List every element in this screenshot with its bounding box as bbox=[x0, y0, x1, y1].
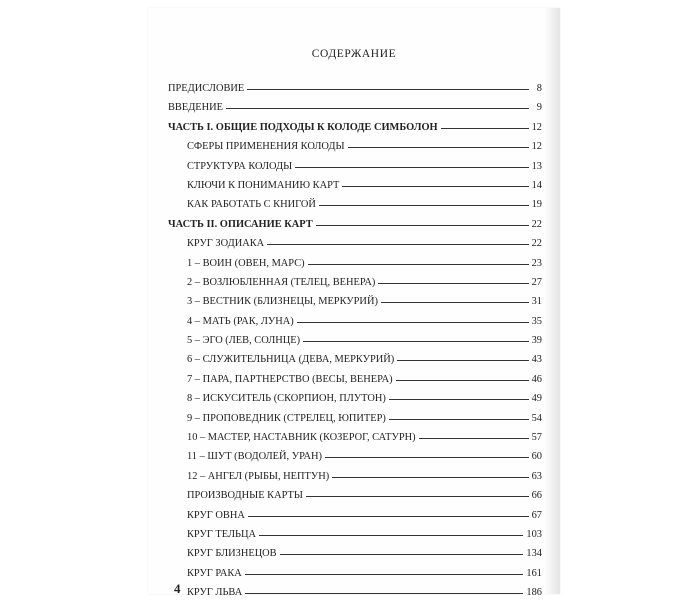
toc-leader-line bbox=[248, 516, 529, 517]
toc-entry bbox=[168, 471, 542, 490]
toc-leader-line bbox=[316, 225, 529, 226]
toc-entry-page: 31 bbox=[531, 296, 542, 308]
toc-leader-line bbox=[389, 399, 529, 400]
toc-entry bbox=[168, 141, 542, 160]
toc-entry bbox=[168, 354, 542, 373]
toc-entry-label: 12 – АНГЕЛ (РЫБЫ, НЕПТУН) bbox=[187, 470, 330, 482]
toc-entry-label: 5 – ЭГО (ЛЕВ, СОЛНЦЕ) bbox=[187, 335, 301, 347]
toc-entry-label: ПРЕДИСЛОВИЕ bbox=[168, 83, 245, 94]
table-of-contents bbox=[168, 83, 542, 600]
toc-leader-line bbox=[319, 205, 529, 206]
toc-entry-label: 1 – ВОИН (ОВЕН, МАРС) bbox=[187, 257, 305, 269]
toc-entry bbox=[168, 296, 542, 315]
toc-entry-label: КРУГ ЛЬВА bbox=[187, 587, 243, 599]
toc-entry bbox=[168, 180, 542, 199]
toc-leader-line bbox=[245, 593, 523, 594]
toc-entry bbox=[168, 277, 542, 296]
toc-entry-label: 2 – ВОЗЛЮБЛЕННАЯ (ТЕЛЕЦ, ВЕНЕРА) bbox=[187, 276, 376, 288]
toc-entry-page: 103 bbox=[526, 528, 542, 540]
toc-entry-label: КРУГ РАКА bbox=[187, 567, 242, 579]
toc-entry bbox=[168, 432, 542, 451]
toc-entry-page: 46 bbox=[531, 373, 542, 385]
toc-entry-label: ВВЕДЕНИЕ bbox=[168, 102, 223, 114]
toc-entry bbox=[168, 393, 542, 412]
toc-entry-page: 27 bbox=[531, 276, 542, 288]
toc-leader-line bbox=[378, 283, 528, 284]
toc-entry-page: 14 bbox=[531, 179, 542, 191]
toc-entry bbox=[168, 335, 542, 354]
toc-leader-line bbox=[267, 244, 528, 245]
toc-entry-page: 8 bbox=[536, 83, 542, 94]
toc-entry bbox=[168, 219, 542, 238]
toc-entry-label: КРУГ ЗОДИАКА bbox=[187, 238, 265, 250]
toc-entry-page: 23 bbox=[531, 257, 542, 269]
toc-entry bbox=[168, 529, 542, 548]
toc-entry-label: КРУГ ОВНА bbox=[187, 509, 245, 521]
toc-entry-label: ЧАСТЬ II. ОПИСАНИЕ КАРТ bbox=[168, 218, 313, 230]
toc-leader-line bbox=[259, 535, 523, 536]
toc-entry-page: 35 bbox=[531, 315, 542, 327]
toc-leader-line bbox=[297, 322, 529, 323]
toc-entry bbox=[168, 568, 542, 587]
toc-entry bbox=[168, 161, 542, 180]
toc-leader-line bbox=[308, 264, 529, 265]
toc-entry-page: 12 bbox=[531, 121, 542, 133]
toc-entry-label: КЛЮЧИ К ПОНИМАНИЮ КАРТ bbox=[187, 179, 340, 191]
toc-title: СОДЕРЖАНИЕ bbox=[311, 48, 397, 60]
page-number: 4 bbox=[174, 581, 181, 596]
toc-entry-page: 161 bbox=[526, 567, 542, 579]
toc-entry-page: 134 bbox=[526, 548, 542, 560]
toc-entry bbox=[168, 510, 542, 529]
toc-entry-label: 4 – МАТЬ (РАК, ЛУНА) bbox=[187, 315, 294, 327]
toc-leader-line bbox=[397, 360, 528, 361]
toc-leader-line bbox=[280, 554, 524, 555]
toc-entry-page: 9 bbox=[536, 102, 542, 114]
toc-entry-label: 10 – МАСТЕР, НАСТАВНИК (КОЗЕРОГ, САТУРН) bbox=[187, 432, 416, 444]
toc-leader-line bbox=[381, 302, 529, 303]
toc-entry-page: 57 bbox=[531, 432, 542, 444]
toc-entry-label: КАК РАБОТАТЬ С КНИГОЙ bbox=[187, 199, 316, 211]
toc-entry-label: 8 – ИСКУСИТЕЛЬ (СКОРПИОН, ПЛУТОН) bbox=[187, 393, 386, 405]
toc-entry-page: 13 bbox=[531, 160, 542, 172]
toc-leader-line bbox=[306, 496, 529, 497]
toc-entry-label: ЧАСТЬ I. ОБЩИЕ ПОДХОДЫ К КОЛОДЕ СИМБОЛОН bbox=[168, 121, 438, 133]
toc-leader-line bbox=[303, 341, 529, 342]
toc-entry-page: 54 bbox=[531, 412, 542, 424]
toc-leader-line bbox=[325, 457, 529, 458]
toc-entry-page: 12 bbox=[531, 141, 542, 153]
toc-entry-page: 63 bbox=[531, 470, 542, 482]
toc-entry-page: 49 bbox=[531, 393, 542, 405]
toc-entry-label: ПРОИЗВОДНЫЕ КАРТЫ bbox=[187, 490, 303, 502]
toc-entry-page: 19 bbox=[531, 199, 542, 211]
toc-entry-label: КРУГ ТЕЛЬЦА bbox=[187, 528, 256, 540]
toc-leader-line bbox=[389, 419, 529, 420]
toc-entry-label: 11 – ШУТ (ВОДОЛЕЙ, УРАН) bbox=[187, 451, 322, 463]
book-page bbox=[148, 8, 560, 599]
toc-leader-line bbox=[396, 380, 529, 381]
toc-entry-page: 43 bbox=[531, 354, 542, 366]
page-spine-shadow bbox=[544, 8, 560, 594]
toc-leader-line bbox=[295, 167, 528, 168]
toc-leader-line bbox=[245, 574, 524, 575]
toc-entry-page: 39 bbox=[531, 335, 542, 347]
toc-leader-line bbox=[226, 108, 529, 109]
toc-entry bbox=[168, 102, 542, 121]
toc-entry bbox=[168, 587, 542, 600]
toc-entry-label: 3 – ВЕСТНИК (БЛИЗНЕЦЫ, МЕРКУРИЙ) bbox=[187, 296, 378, 308]
toc-entry-page: 60 bbox=[531, 451, 542, 463]
toc-entry bbox=[168, 548, 542, 567]
toc-entry bbox=[168, 238, 542, 257]
toc-leader-line bbox=[419, 438, 529, 439]
toc-entry-page: 66 bbox=[531, 490, 542, 502]
toc-entry bbox=[168, 83, 542, 102]
toc-entry-label: СТРУКТУРА КОЛОДЫ bbox=[187, 160, 293, 172]
toc-leader-line bbox=[348, 147, 529, 148]
toc-entry bbox=[168, 316, 542, 335]
toc-leader-line bbox=[332, 477, 528, 478]
toc-entry-label: 6 – СЛУЖИТЕЛЬНИЦА (ДЕВА, МЕРКУРИЙ) bbox=[187, 354, 395, 366]
toc-entry-page: 22 bbox=[531, 238, 542, 250]
toc-leader-line bbox=[342, 186, 528, 187]
toc-leader-line bbox=[247, 89, 529, 90]
toc-entry bbox=[168, 490, 542, 509]
toc-entry bbox=[168, 451, 542, 470]
toc-entry-label: СФЕРЫ ПРИМЕНЕНИЯ КОЛОДЫ bbox=[187, 141, 345, 153]
toc-entry bbox=[168, 199, 542, 218]
toc-entry bbox=[168, 413, 542, 432]
toc-entry-page: 22 bbox=[531, 218, 542, 230]
toc-entry bbox=[168, 258, 542, 277]
toc-entry-label: КРУГ БЛИЗНЕЦОВ bbox=[187, 548, 277, 560]
toc-entry-label: 9 – ПРОПОВЕДНИК (СТРЕЛЕЦ, ЮПИТЕР) bbox=[187, 412, 386, 424]
toc-entry bbox=[168, 374, 542, 393]
toc-leader-line bbox=[441, 128, 529, 129]
toc-entry-label: 7 – ПАРА, ПАРТНЕРСТВО (ВЕСЫ, ВЕНЕРА) bbox=[187, 373, 393, 385]
toc-entry-page: 186 bbox=[526, 587, 542, 599]
toc-entry bbox=[168, 122, 542, 141]
toc-entry-page: 67 bbox=[531, 509, 542, 521]
